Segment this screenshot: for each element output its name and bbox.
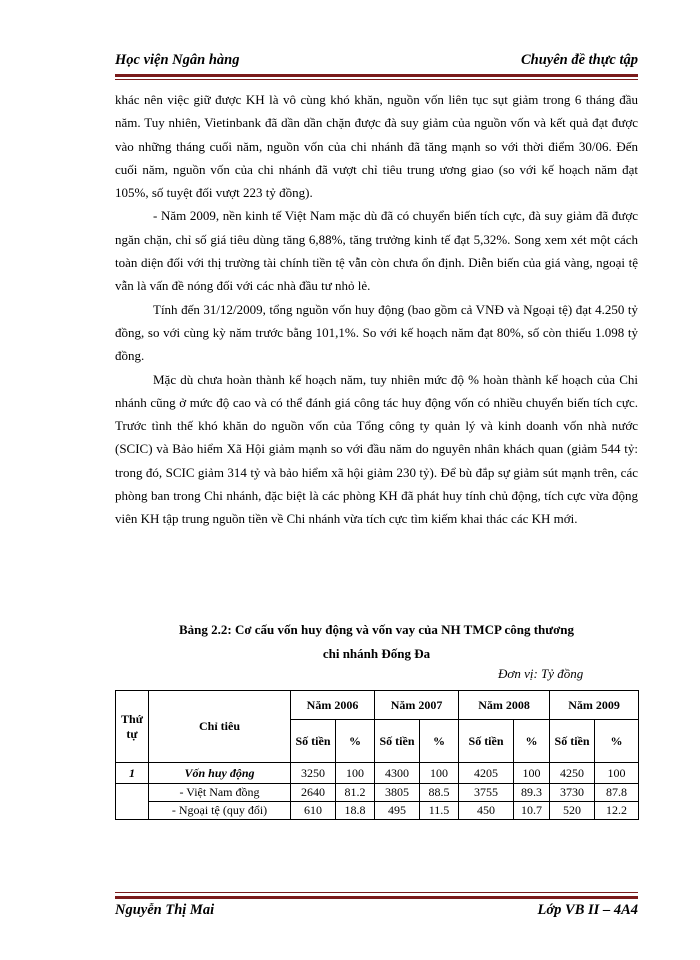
cell-value: 12.2: [595, 802, 639, 820]
footer-rule-thick: [115, 896, 638, 899]
header-rule-thin: [115, 79, 638, 80]
sub-header-amount: Số tiền: [550, 720, 595, 763]
header-title: Chuyên đề thực tập: [520, 52, 638, 68]
cell-value: 100: [420, 763, 459, 784]
cell-value: 3250: [291, 763, 336, 784]
footer-class: Lớp VB II – 4A4: [537, 902, 638, 918]
cell-value: 18.8: [336, 802, 375, 820]
cell-value: 3805: [375, 784, 420, 802]
table-row: [116, 763, 639, 784]
cell-value: 87.8: [595, 784, 639, 802]
capital-structure-table: [115, 690, 639, 820]
table-unit: Đơn vị: Tỷ đồng: [498, 666, 584, 681]
cell-value: 81.2: [336, 784, 375, 802]
cell-value: 2640: [291, 784, 336, 802]
cell-value: 450: [459, 802, 514, 820]
cell-value: 610: [291, 802, 336, 820]
header-institution: Học viện Ngân hàng: [115, 52, 240, 68]
sub-header-pct: %: [595, 720, 639, 763]
cell-value: 495: [375, 802, 420, 820]
cell-value: 100: [514, 763, 550, 784]
sub-header-amount: Số tiền: [459, 720, 514, 763]
col-header-year-2007: Năm 2007: [375, 691, 459, 720]
row-label: Vốn huy động: [149, 763, 291, 784]
table-caption-line-1: Bảng 2.2: Cơ cấu vốn huy động và vốn vay của NH TMCP công thương: [178, 622, 575, 637]
paragraph-3: Tính đến 31/12/2009, tổng nguồn vốn huy động (bao gồm cả VNĐ và Ngoại tệ) đạt 4.250 tỷ đồng, so với cùng kỳ năm trước bằng 101,1%. So với kế hoạch năm đạt 80%, số còn thiếu 1.098 tỷ đồng.: [115, 301, 638, 364]
row-label: - Ngoại tệ (quy đổi): [149, 802, 291, 820]
footer-author: Nguyễn Thị Mai: [115, 902, 215, 918]
col-header-year-2008: Năm 2008: [459, 691, 550, 720]
sub-header-amount: Số tiền: [375, 720, 420, 763]
sub-header-pct: %: [514, 720, 550, 763]
sub-header-pct: %: [420, 720, 459, 763]
paragraph-1: khác nên việc giữ được KH là vô cùng khó khăn, nguồn vốn liên tục sụt giảm trong 6 tháng đầu năm. Tuy nhiên, Vietinbank đã dần dần chặn được đà suy giảm của nguồn vốn và kết quả đạt được vào những tháng cuối năm, nguồn vốn của chi nhánh đã tăng mạnh so với thời điểm 30/06. Đến cuối năm, nguồn vốn của chi nhánh đã vượt chỉ tiêu trung ương giao (so với kế hoạch năm đạt 105%, số tuyệt đối vượt 223 tỷ đồng).: [115, 92, 638, 201]
cell-value: 88.5: [420, 784, 459, 802]
table-row: [116, 802, 639, 820]
row-stt: 1: [116, 763, 149, 784]
body-text: [115, 88, 638, 531]
cell-value: 520: [550, 802, 595, 820]
page-header: [115, 52, 638, 74]
header-rule-thick: [115, 74, 638, 77]
table-row: [116, 784, 639, 802]
col-header-year-2006: Năm 2006: [291, 691, 375, 720]
page-footer: [115, 902, 638, 924]
col-header-item: Chỉ tiêu: [149, 691, 291, 763]
sub-header-amount: Số tiền: [291, 720, 336, 763]
cell-value: 11.5: [420, 802, 459, 820]
paragraph-4: Mặc dù chưa hoàn thành kế hoạch năm, tuy nhiên mức độ % hoàn thành kế hoạch của Chi nhánh cũng ở mức độ cao và có thể đánh giá công tác huy động vốn có nhiều chuyển biến tích cực. Trước tình thế khó khăn do nguồn vốn của Tổng công ty quản lý và kinh doanh vốn nhà nước (SCIC) và Bảo hiểm Xã Hội giảm mạnh so với đầu năm do nguyên nhân khách quan (giảm 544 tỷ: trong đó, SCIC giảm 314 tỷ và bảo hiểm xã hội giảm 230 tỷ). Để bù đắp sự giảm sút mạnh trên, các phòng ban trong Chi nhánh, đặc biệt là các phòng KH đã phát huy tính chủ động, tích cực vừa động viên KH tập trung nguồn tiền về Chi nhánh vừa tích cực tìm kiếm khai thác các KH mới.: [115, 371, 638, 527]
paragraph-2: - Năm 2009, nền kinh tế Việt Nam mặc dù đã có chuyển biến tích cực, đà suy giảm đã được ngăn chặn, chỉ số giá tiêu dùng tăng 6,88%, tăng trưởng kinh tế đạt 5,32%. Song xem xét một cách toàn diện đối với thị trường tài chính tiền tệ vẫn còn chưa ổn định. Diễn biến của giá vàng, ngoại tệ vẫn là vấn đề nóng đối với các nhà đầu tư nhỏ lẻ.: [115, 208, 638, 294]
cell-value: 4250: [550, 763, 595, 784]
footer-rule-thin: [115, 892, 638, 893]
row-label: - Việt Nam đồng: [149, 784, 291, 802]
col-header-year-2009: Năm 2009: [550, 691, 639, 720]
table-caption-line-2: chi nhánh Đống Đa: [322, 646, 431, 661]
cell-value: 89.3: [514, 784, 550, 802]
sub-header-pct: %: [336, 720, 375, 763]
row-stt: [116, 784, 149, 820]
cell-value: 100: [595, 763, 639, 784]
cell-value: 3730: [550, 784, 595, 802]
col-header-stt: Thứ tự: [116, 691, 149, 763]
cell-value: 100: [336, 763, 375, 784]
cell-value: 3755: [459, 784, 514, 802]
cell-value: 10.7: [514, 802, 550, 820]
table-header-row-years: [116, 691, 639, 720]
table-caption: [115, 618, 638, 666]
cell-value: 4205: [459, 763, 514, 784]
cell-value: 4300: [375, 763, 420, 784]
